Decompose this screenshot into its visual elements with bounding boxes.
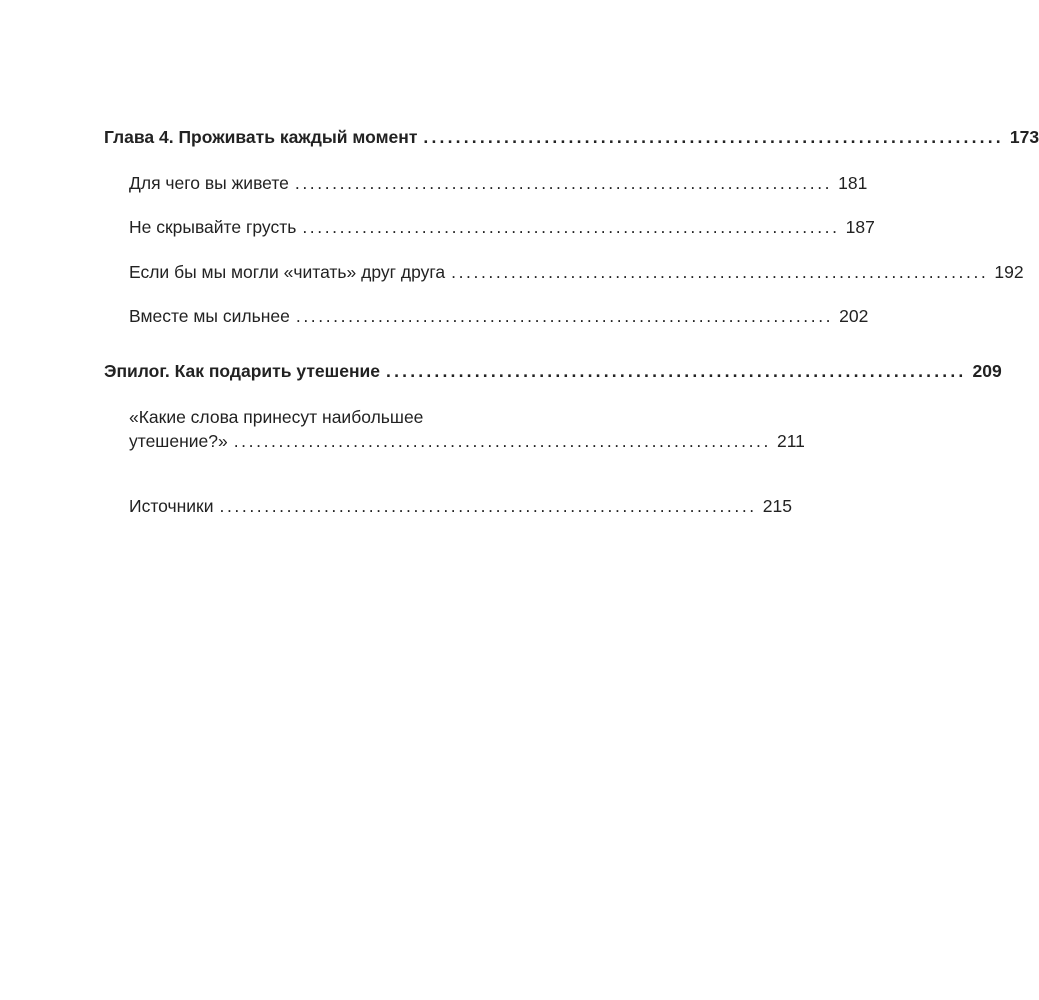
toc-entry-title: Эпилог. Как подарить утешение — [104, 361, 381, 381]
toc-entry-title: Для чего вы живете — [129, 173, 289, 193]
toc-entry-title-line-1: «Какие слова принесут наибольшее — [129, 407, 424, 427]
toc-entry-title: Не скрывайте грусть — [129, 217, 297, 237]
toc-entry-section — [129, 305, 869, 327]
toc-page-number: 209 — [972, 361, 1002, 381]
toc-entry-sources — [129, 495, 792, 517]
toc-entry-section — [129, 430, 805, 452]
toc-entry-chapter-4 — [104, 126, 1039, 148]
toc-page-number: 187 — [845, 217, 875, 237]
dot-leader: ........................................................................ — [294, 173, 833, 193]
dot-leader: ........................................................................ — [451, 262, 989, 282]
toc-entry-title-line-2: утешение?» — [129, 431, 228, 451]
dot-leader: ........................................................................ — [219, 496, 757, 516]
toc-page-number: 192 — [994, 262, 1024, 282]
toc-page-number: 173 — [1009, 127, 1039, 147]
toc-page-number: 215 — [762, 496, 792, 516]
toc-entry-epilogue — [104, 360, 1002, 382]
dot-leader: ........................................................................ — [423, 127, 1004, 147]
dot-leader: ........................................................................ — [295, 306, 834, 326]
toc-page-number: 181 — [838, 173, 868, 193]
toc-entry-section — [129, 261, 1024, 283]
toc-entry-title: Глава 4. Проживать каждый момент — [104, 127, 418, 147]
toc-entry-section — [129, 216, 875, 238]
toc-entry-title: Вместе мы сильнее — [129, 306, 290, 326]
toc-page-number: 211 — [777, 431, 805, 451]
dot-leader: ........................................................................ — [302, 217, 840, 237]
toc-entry-section — [129, 172, 868, 194]
toc-entry-title: Если бы мы могли «читать» друг друга — [129, 262, 446, 282]
dot-leader: ........................................................................ — [233, 431, 771, 451]
toc-entry-title: Источники — [129, 496, 214, 516]
dot-leader: ........................................................................ — [386, 361, 967, 381]
toc-page-number: 202 — [839, 306, 869, 326]
